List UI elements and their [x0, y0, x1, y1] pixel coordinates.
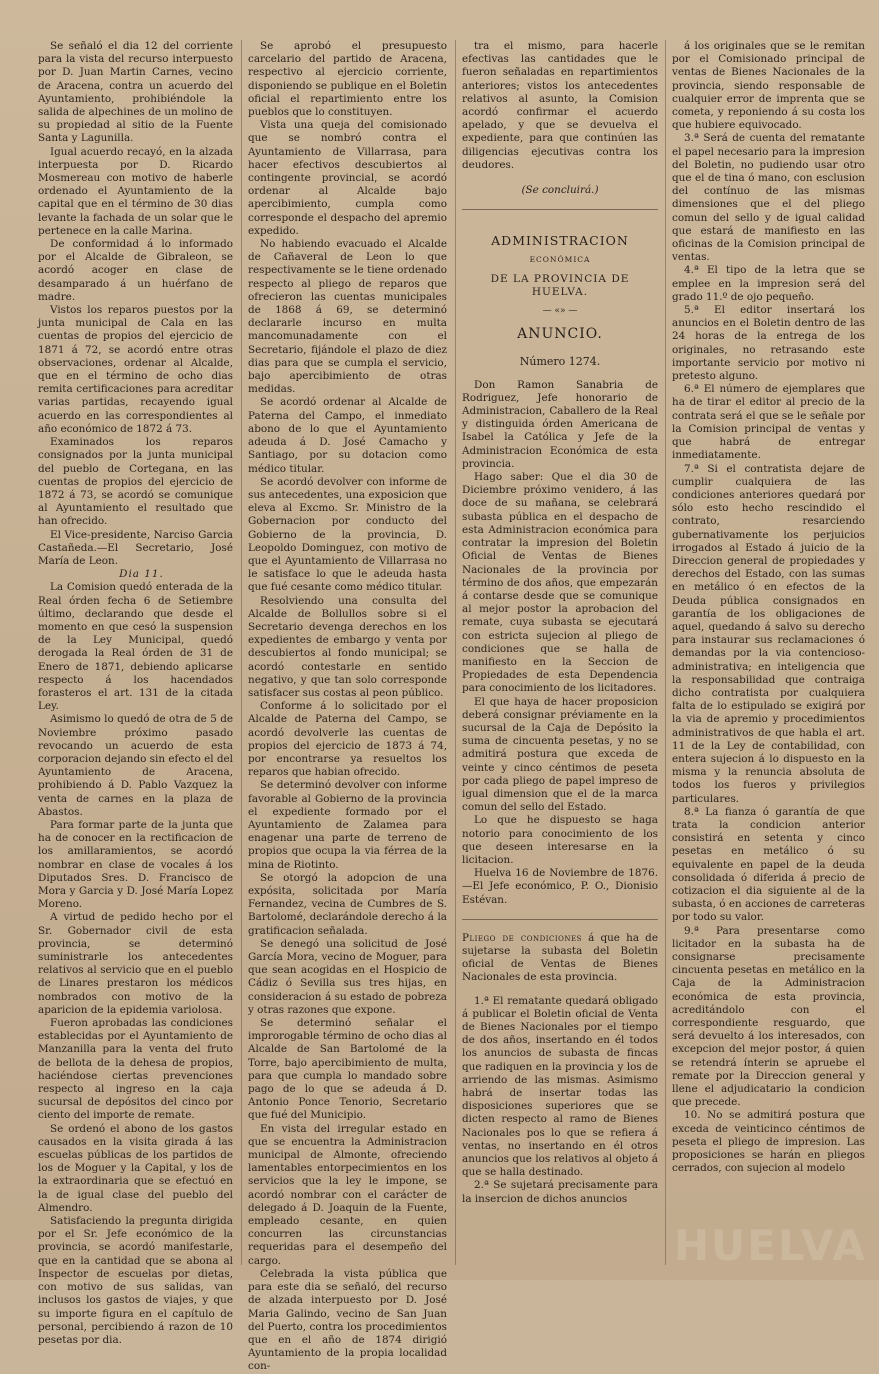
column-2 — [248, 40, 447, 1373]
paragraph: Para formar parte de la junta que ha de conocer en la rectificacion de los amillaramientos, se acordó nombrar en clase de vocales á los Diputados Sres. D. Francisco de Mora y Garcia y D. José María Lopez Moreno. — [38, 818, 233, 911]
paragraph: 10. No se admitirá postura que exceda de veinticinco céntimos de peseta el pliego de impresion. Las proposiciones se harán en pliegos cerrados, con sujecion al modelo — [672, 1109, 865, 1175]
announcement-heading: ANUNCIO. — [517, 326, 603, 343]
paragraph: Hago saber: Que el dia 30 de Diciembre próximo venidero, á las doce de su mañana, se celebrará subasta pública en el despacho de esta Administracion económica para contratar la impresion del Boletin Oficial de Ventas de Bienes Nacionales de la provincia por término de dos años, que empezarán á contarse desde que se comunique al mejor postor la aprobacion del remate, cuya subasta se ejecutará con estricta sujecion al pliego de condiciones que se halla de manifiesto en la Seccion de Propiedades de esta Dependencia para conocimiento de los licitadores. — [462, 471, 658, 695]
continued-note: (Se concluirá.) — [521, 184, 599, 197]
column-4 — [672, 40, 865, 1270]
paragraph: 2.ª Se sujetará precisamente para la insercion de dichos anuncios — [462, 1179, 658, 1205]
paragraph: Satisfaciendo la pregunta dirigida por el Sr. Jefe económico de la provincia, se acordó manifestarle, que en la cantidad que se abona al Inspector de escuelas por dietas, con motivo de sus salidas, van inclusos los gastos de viajes, y que su importe figura en el capítulo de personal, percibiendo á razon de 10 pesetas por dia. — [38, 1215, 233, 1346]
paragraph: Vista una queja del comisionado que se nombró contra el Ayuntamiento de Villarrasa, para hacer efectivos descubiertos al contingente provincial, se acordó ordenar al Alcalde bajo apercibimiento, cumpla como corresponde el despacho del apremio expedido. — [248, 119, 447, 237]
paragraph: Se señaló el dia 12 del corriente para la vista del recurso interpuesto por D. Juan Martin Carnes, vecino de Aracena, contra un acuerdo del Ayuntamiento, prohibiéndole la salida de alpechines de un molino de su propiedad al sitio de la Fuente Santa y Lagunilla. — [38, 40, 233, 145]
paragraph: 4.ª El tipo de la letra que se emplee en la impresion será del grado 11.º de ojo pequeño. — [672, 264, 865, 303]
paragraph: Se determinó devolver con informe favorable al Gobierno de la provincia el expediente formado por el Ayuntamiento de Zalamea para enagenar una parte de terreno de propios que ocupa la via férrea de la mina de Riotinto. — [248, 779, 447, 871]
announcement-number: Número 1274. — [519, 355, 601, 369]
paragraph: Vistos los reparos puestos por la junta municipal de Cala en las cuentas de propios del ejercicio de 1871 á 72, se acordó entre otras observaciones, ordenar al Alcalde, que en el término de ocho dias remita certificaciones para acreditar varias partidas, recayendo igual acuerdo en las correspondientes al año económico de 1872 á 73. — [38, 304, 233, 435]
paragraph: A virtud de pedido hecho por el Sr. Gobernador civil de esta provincia, se determinó suministrarle los antecedentes relativos al servicio que en el pueblo de Linares prestaron los médicos nombrados con motivo de la aparicion de la epidemia variolosa. — [38, 911, 233, 1016]
paragraph: Se ordenó el abono de los gastos causados en la visita girada á las escuelas públicas de los partidos de los de Moguer y la Capital, y los de la extraordinaria que se efectuó en la de igual clase del pueblo del Almendro. — [38, 1122, 233, 1214]
column-divider — [241, 40, 242, 1265]
column-3 — [462, 40, 658, 1270]
section-subtitle: ECONÓMICA — [529, 255, 591, 265]
paragraph: Celebrada la vista pública que para este dia se señaló, del recurso de alzada interpuesto por D. José Maria Galindo, vecino de San Juan del Puerto, contra los procedimientos que en el año de 1874 dirigió Ayuntamiento de la propia localidad con- — [248, 1267, 447, 1373]
paragraph: Examinados los reparos consignados por la junta municipal del pueblo de Cortegana, en las cuentas de propios del ejercicio de 1872 á 73, se acordó se comunique al Ayuntamiento el resultado que han ofrecido. — [38, 436, 233, 528]
paragraph: 3.ª Será de cuenta del rematante el papel necesario para la impresion del Boletin, no pudiendo usar otro que el de tina ó mano, con esclusion del contínuo de las mismas dimensiones que el del pliego comun del sello y de igual calidad que estará de manifiesto en las oficinas de la Comision principal de ventas. — [672, 132, 865, 264]
paragraph: 1.ª El rematante quedará obligado á publicar el Boletin oficial de Venta de Bienes Nacionales por el tiempo de dos años, insertando en él todos los anuncios de subasta de fincas que radiquen en la provincia y los de arriendo de las mismas. Asimismo habrá de insertar todas las disposiciones superiores que se dicten respecto al ramo de Bienes Nacionales pos lo que se refiera á ventas, no insertando en él otros anuncios que los relativos al objeto á que se halla destinado. — [462, 994, 658, 1179]
section-rule — [462, 209, 658, 210]
column-divider — [665, 40, 666, 1265]
paragraph: Se acordó ordenar al Alcalde de Paterna del Campo, el inmediato abono de lo que el Ayuntamiento adeuda á D. José Camacho y Santiago, por su dotacion como médico titular. — [248, 396, 447, 475]
paragraph: No habiendo evacuado el Alcalde de Cañaveral de Leon lo que respectivamente se le tiene ordenado respecto al pliego de reparos que ofrecieron las cuentas municipales de 1868 á 69, se determinó declararle incurso en multa mancomunadamente con el Secretario, fijándole el plazo de diez dias para que se cumpla el servicio, bajo apercibimiento de otras medidas. — [248, 238, 447, 396]
paragraph: El que haya de hacer proposicion deberá consignar préviamente en la sucursal de la Caja de Depósito la suma de cincuenta pesetas, y no se admitirá postura que exceda de veinte y cinco céntimos de peseta por cada pliego de papel impreso de igual dimension que el de la marca comun del sello del Estado. — [462, 695, 658, 814]
paragraph: Asimismo lo quedó de otra de 5 de Noviembre próximo pasado revocando un acuerdo de esta corporacion dejando sin efecto el del Ayuntamiento de Aracena, prohibiendo á D. Pablo Vazquez la venta de carnes en la plaza de Abastos. — [38, 713, 233, 818]
paragraph: tra el mismo, para hacerle efectivas las cantidades que le fueron señaladas en repartimientos anteriores; vistos los antecedentes relativos al asunto, la Comision acordó confirmar el acuerdo apelado, y que se devuelva el expediente, para que continúen las diligencias ejecutivas contra los deudores. — [462, 40, 658, 171]
paragraph: La Comision quedó enterada de la Real órden fecha 6 de Setiembre último, declarando que desde el momento en que cesó la suspension de la Ley Municipal, quedó derogada la Real órden de 31 de Enero de 1871, debiendo aplicarse respecto á los hacendados forasteros el art. 131 de la citada Ley. — [38, 581, 233, 713]
paragraph: Se aprobó el presupuesto carcelario del partido de Aracena, respectivo al ejercicio corriente, disponiendo se publique en el Boletin oficial el repartimiento entre los pueblos que lo constituyen. — [248, 40, 447, 119]
paragraph: 6.ª El número de ejemplares que ha de tirar el editor al precio de la contrata será el que se le señale por la Comision principal de ventas y que habrá de entregar inmediatamente. — [672, 383, 865, 462]
section-province: DE LA PROVINCIA DE HUELVA. — [490, 272, 630, 298]
paragraph: Conforme á lo solicitado por el Alcalde de Paterna del Campo, se acordó devolverle las cuentas de propios del ejercicio de 1873 á 74, por encontrarse ya resueltos los reparos que habian ofrecido. — [248, 700, 447, 779]
column-1 — [38, 40, 233, 1346]
conditions-heading-rest: á que ha de sujetarse la subasta del Boletin oficial de Ventas de Bienes Nacionales de esta provincia. — [462, 931, 658, 984]
section-title: ADMINISTRACION — [491, 233, 629, 249]
ornament: — «» — — [542, 306, 578, 317]
paragraph: Resolviendo una consulta del Alcalde de Bollullos sobre si el Secretario devenga derechos en los expedientes de embargo y venta por descubiertos al fondo municipal; se acordó contestarle en sentido negativo, y que tan solo corresponde satisfacer sus costas al peon público. — [248, 594, 447, 699]
conditions-heading-lead: Pliego de condiciones — [462, 931, 582, 944]
paragraph: Se determinó señalar el improrogable término de ocho dias al Alcalde de San Bartolomé de la Torre, bajo apercibimiento de multa, para que cumpla lo mandado sobre pago de lo que se adeuda á D. Antonio Ponce Tenorio, Secretario que fué del Municipio. — [248, 1017, 447, 1122]
paragraph: 5.ª El editor insertará los anuncios en el Boletin dentro de las 24 horas de la entrega de los originales, no retrasando este importante servicio por motivo ni pretesto alguno. — [672, 304, 865, 383]
paragraph: 7.ª Si el contratista dejare de cumplir cualquiera de las condiciones anteriores quedará por sólo esto hecho rescindido el contrato, resarciendo gubernativamente los perjuicios irrogados al Estado á juicio de la Direccion general de propiedades y derechos del Estado, con las sumas en metálico ó en efectos de la Deuda pública consignados en garantía de los obligaciones de aquel, quedando á salvo su derecho para instaurar sus reclamaciones ó demandas por la via contencioso-administrativa; en inteligencia que la responsabilidad que contraiga dicho contratista por cualquiera falta de lo estipulado se exigirá por la via de apremio y procedimientos administrativos de que habla el art. 11 de la Ley de contabilidad, con entera sujecion á lo dispuesto en la misma y la renuncia absoluta de todos los fueros y privilegios particulares. — [672, 462, 865, 805]
date-signature: Huelva 16 de Noviembre de 1876. —El Jefe económico, P. O., Dionisio Estévan. — [462, 867, 658, 906]
paragraph: Se acordó devolver con informe de sus antecedentes, una exposicion que eleva al Excmo. Sr. Ministro de la Gobernacion por conducto del Gobierno de la provincia, D. Leopoldo Dominguez, con motivo de que el Ayuntamiento de Villarrasa no le satisface lo que le adeuda hasta que fué cesante como médico titular. — [248, 475, 447, 594]
paragraph: Don Ramon Sanabria de Rodriguez, Jefe honorario de Administracion, Caballero de la Real y distinguida órden Americana de Isabel la Católica y Jefe de la Administracion Económica de esta provincia. — [462, 378, 658, 470]
section-rule — [462, 919, 658, 920]
signature-line: El Vice-presidente, Narciso Garcia Castañeda.—El Secretario, José María de Leon. — [38, 528, 233, 567]
paragraph: 9.ª Para presentarse como licitador en la subasta ha de consignarse precisamente cincuenta pesetas en metálico en la Caja de la Administracion económica de esta provincia, acreditándolo con el correspondiente resguardo, que será devuelto á los interesados, con excepcion del mejor postor, á quien se retendrá ínterin se apruebe el remate por la Direccion general y llene el adjudicatario la condicion que precede. — [672, 924, 865, 1109]
paragraph: De conformidad á lo informado por el Alcalde de Gibraleon, se acordó acoger en clase de desamparado á un huérfano de madre. — [38, 238, 233, 303]
paragraph: Se otorgó la adopcion de una expósita, solicitada por María Fernandez, vecina de Cumbres de S. Bartolomé, declarándole derecho á la gratificacion señalada. — [248, 871, 447, 937]
paragraph: Fueron aprobadas las condiciones establecidas por el Ayuntamiento de Manzanilla para la venta del fruto de bellota de la dehesa de propios, haciéndose ciertas prevenciones respecto al ingreso en la caja sucursal de depósitos del cinco por ciento del importe de remate. — [38, 1017, 233, 1122]
paragraph: Igual acuerdo recayó, en la alzada interpuesta por D. Ricardo Mosmereau con motivo de haberle ordenado el Ayuntamiento de la capital que en el término de 30 dias levante la fachada de un solar que le pertenece en la calle Marina. — [38, 145, 233, 237]
paragraph: 8.ª La fianza ó garantía de que trata la condicion anterior consistirá en setenta y cinco pesetas en metálico ó su equivalente en papel de la deuda consolidada ó diferida á precio de cotizacion el dia siguiente al de la subasta, ó en acciones de carreteras por todo su valor. — [672, 805, 865, 924]
paragraph: á los originales que se le remitan por el Comisionado principal de ventas de Bienes Nacionales de la provincia, siendo responsable de cualquier error de imprenta que se cometa, y reponiendo á su costa los que hubiere equivocado. — [672, 40, 865, 132]
watermark: HUELVA — [673, 1221, 867, 1270]
paragraph: En vista del irregular estado en que se encuentra la Administracion municipal de Almonte, ofreciendo lamentables entorpecimientos en los servicios que la ley le impone, se acordó nombrar con el carácter de delegado á D. Joaquin de la Fuente, empleado cesante, en quien concurren las circunstancias requeridas para el desempeño del cargo. — [248, 1122, 447, 1267]
conditions-heading — [462, 932, 658, 985]
column-divider — [455, 40, 456, 1265]
paragraph: Se denegó una solicitud de José García Mora, vecino de Moguer, para que sean acogidas en el Hospicio de Cádiz ó Sevilla sus tres hijas, en consideracion á su estado de pobreza y otras razones que expone. — [248, 937, 447, 1016]
section-date-heading: Dia 11. — [119, 568, 164, 581]
paragraph: Lo que he dispuesto se haga notorio para conocimiento de los que deseen interesarse en la licitacion. — [462, 814, 658, 866]
